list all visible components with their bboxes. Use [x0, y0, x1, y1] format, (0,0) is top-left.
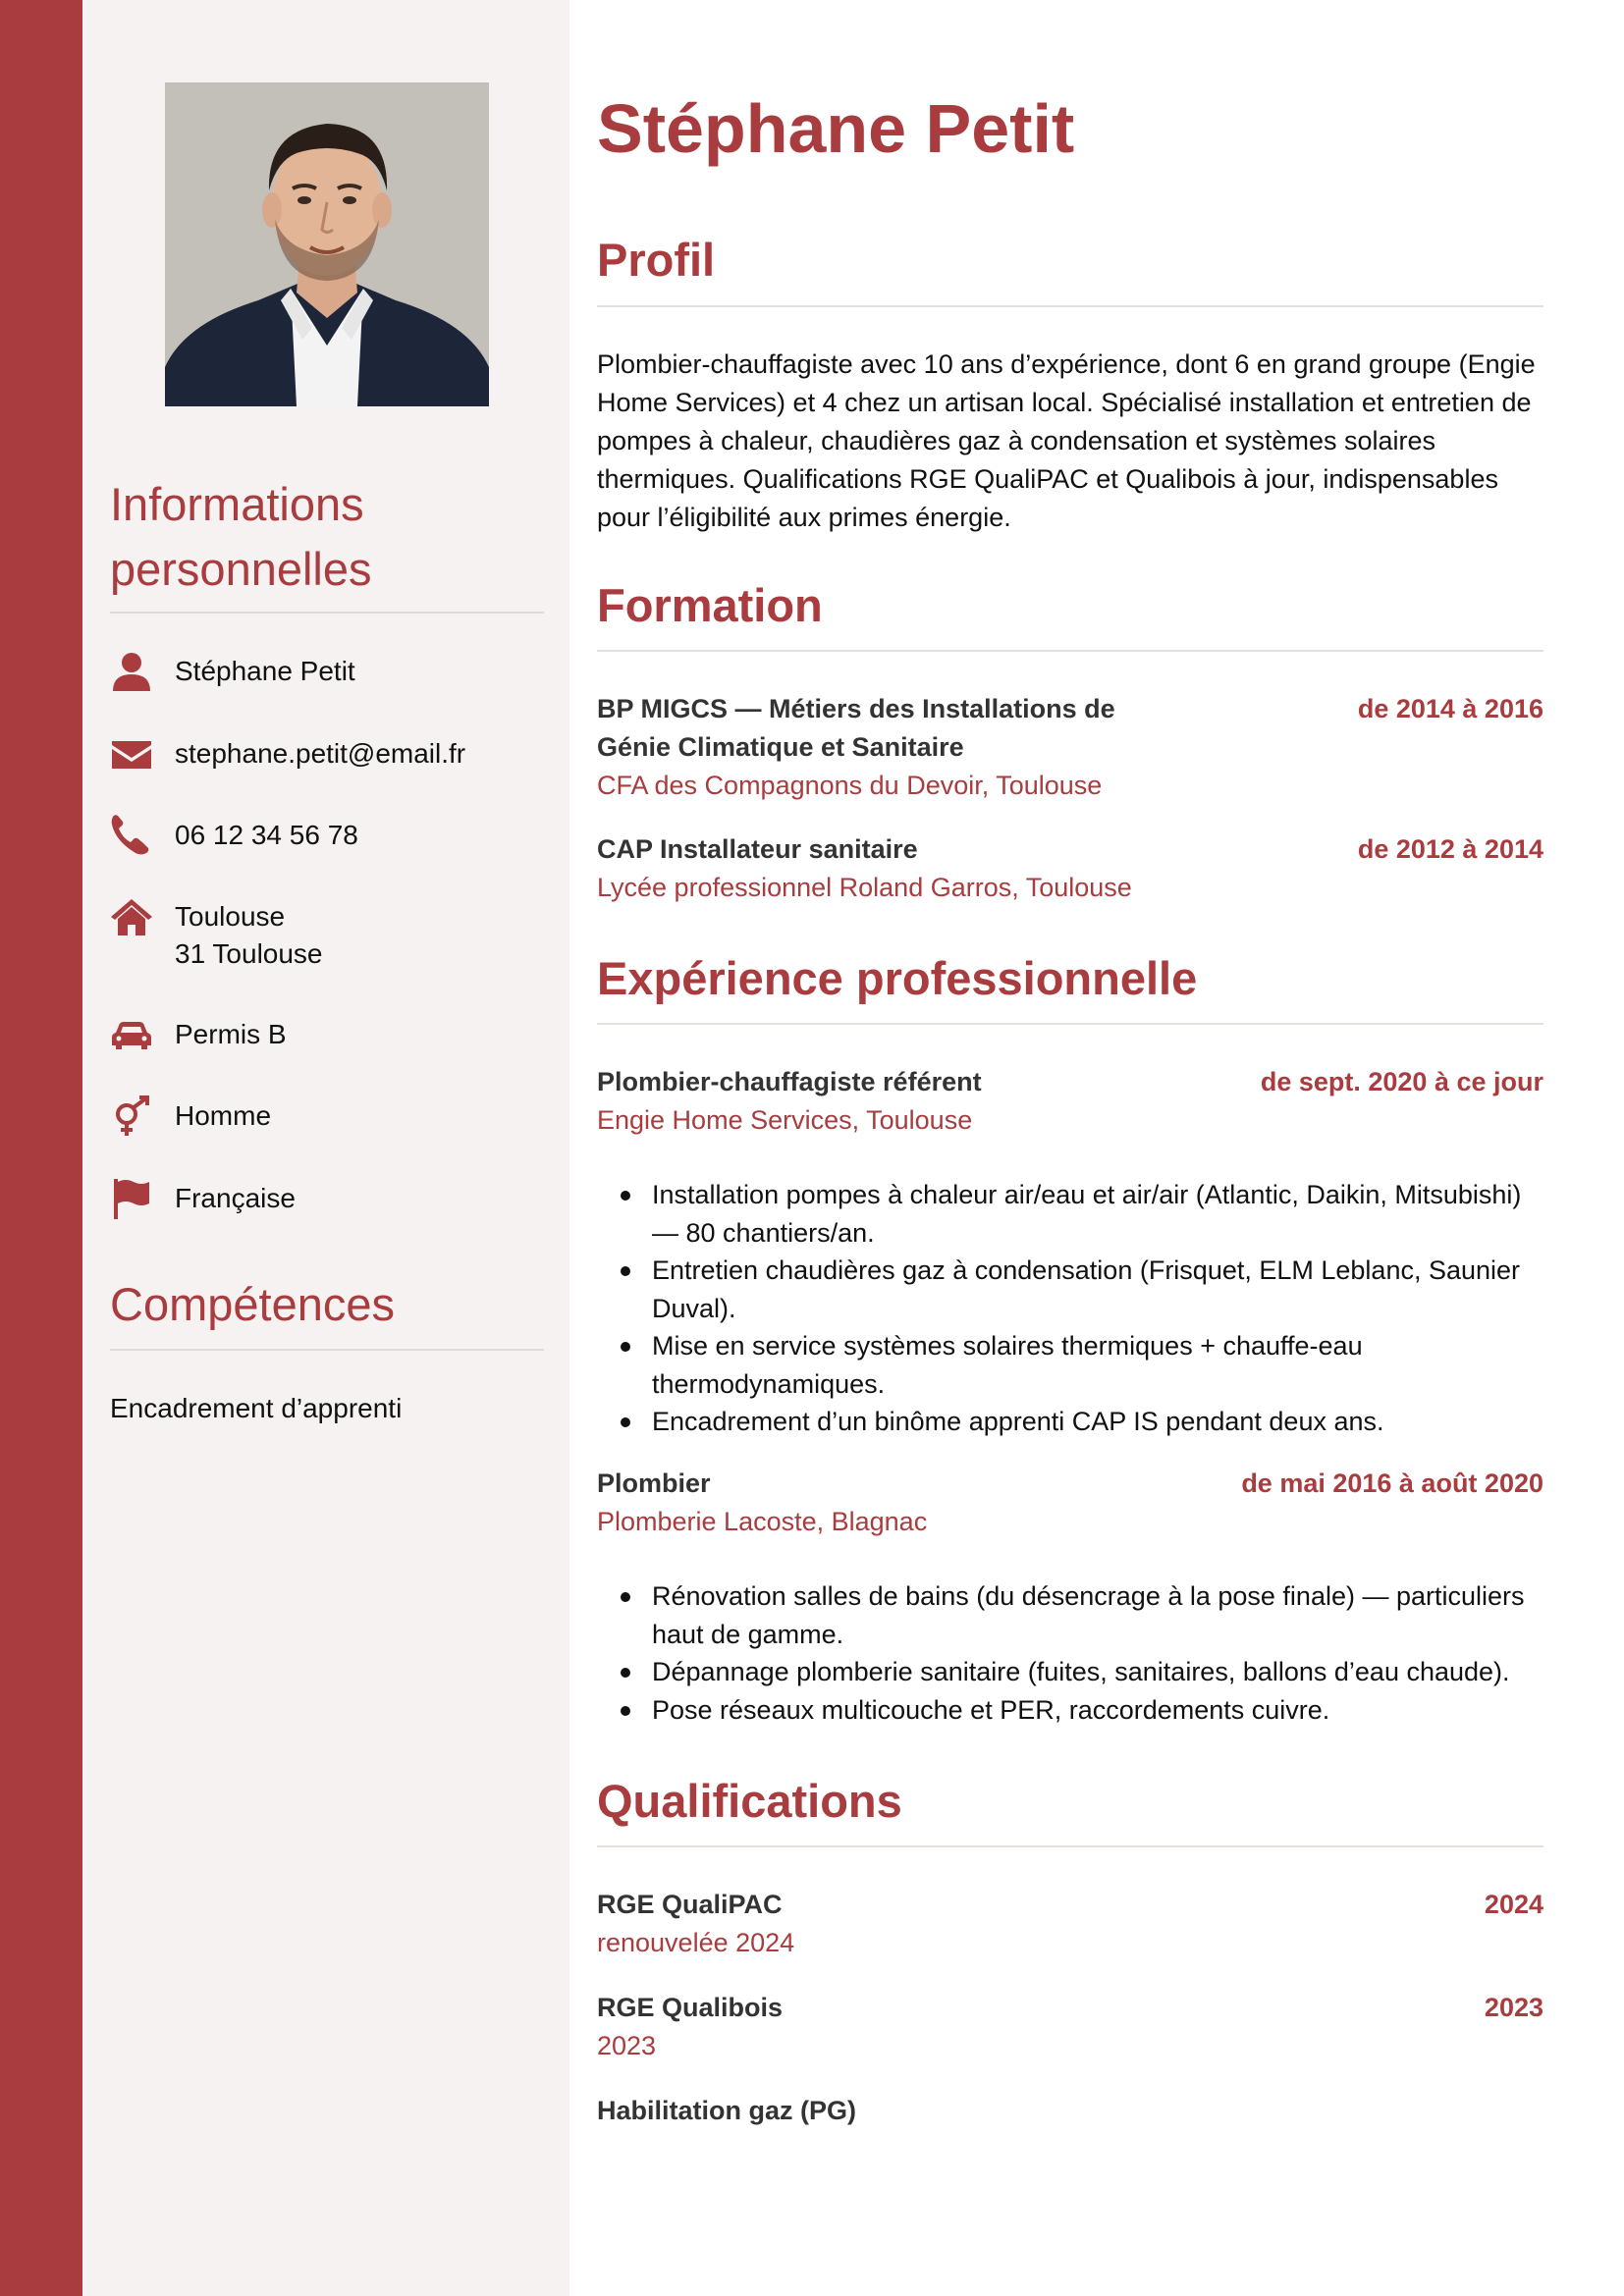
education-item-school: Lycée professionnel Roland Garros, Toulouse	[597, 873, 1132, 902]
personal-info-title: Informations personnelles	[110, 478, 372, 595]
experience-item-bullets	[597, 1577, 1543, 1729]
info-license-text: Permis B	[175, 1019, 287, 1049]
experience-title: Expérience professionnelle	[597, 952, 1198, 1004]
experience-item-company: Engie Home Services, Toulouse	[597, 1105, 973, 1135]
experience-item-dates: de mai 2016 à août 2020	[1241, 1468, 1543, 1498]
experience-item-bullets	[597, 1176, 1543, 1441]
info-email	[110, 732, 542, 775]
info-phone	[110, 814, 542, 857]
info-nationality	[110, 1177, 542, 1220]
info-phone-text[interactable]: 06 12 34 56 78	[175, 820, 358, 850]
info-license	[110, 1013, 542, 1056]
info-nationality-text: Française	[175, 1183, 296, 1213]
divider	[110, 1349, 544, 1351]
experience-item-title: Plombier-chauffagiste référent	[597, 1067, 982, 1096]
list-item: Encadrement d’un binôme apprenti CAP IS pendant deux ans.	[597, 1403, 1543, 1441]
info-email-text[interactable]: stephane.petit@email.fr	[175, 738, 466, 769]
education-item-dates: de 2012 à 2014	[1357, 834, 1543, 864]
list-item: Entretien chaudières gaz à condensation (Frisquet, ELM Leblanc, Saunier Duval).	[597, 1252, 1543, 1327]
qualifications-title: Qualifications	[597, 1775, 902, 1827]
list-item: Dépannage plomberie sanitaire (fuites, sanitaires, ballons d’eau chaude).	[597, 1653, 1543, 1691]
skills-title: Compétences	[110, 1278, 395, 1330]
flag-icon	[110, 1177, 153, 1220]
home-icon	[110, 895, 153, 938]
divider	[597, 1023, 1543, 1025]
qualification-item-title: Habilitation gaz (PG)	[597, 2096, 857, 2125]
info-gender	[110, 1095, 542, 1138]
info-name-text: Stéphane Petit	[175, 656, 355, 686]
qualification-item-year: 2024	[1484, 1890, 1543, 1919]
education-title: Formation	[597, 579, 823, 631]
qualification-item-year: 2023	[1484, 1993, 1543, 2022]
qualification-item-title: RGE Qualibois	[597, 1993, 784, 2022]
user-icon	[110, 650, 153, 693]
main-content	[597, 0, 1543, 2296]
car-icon	[110, 1013, 153, 1056]
profile-title: Profil	[597, 234, 716, 286]
list-item: Installation pompes à chaleur air/eau et air/air (Atlantic, Daikin, Mitsubishi) — 80 chantiers/an.	[597, 1176, 1543, 1252]
divider	[597, 305, 1543, 307]
education-item-title: CAP Installateur sanitaire	[597, 834, 918, 864]
qualification-item-note: renouvelée 2024	[597, 1928, 795, 1957]
info-name	[110, 650, 542, 693]
gender-icon	[110, 1095, 153, 1138]
phone-icon	[110, 814, 153, 857]
candidate-name: Stéphane Petit	[597, 90, 1075, 167]
experience-item-dates: de sept. 2020 à ce jour	[1260, 1067, 1543, 1096]
portrait-image	[165, 82, 489, 406]
experience-item-title: Plombier	[597, 1468, 711, 1498]
list-item: Rénovation salles de bains (du désencrage à la pose finale) — particuliers haut de gamme.	[597, 1577, 1543, 1653]
education-item-dates: de 2014 à 2016	[1357, 694, 1543, 723]
skill-item: Encadrement d’apprenti	[110, 1393, 403, 1423]
profile-text: Plombier-chauffagiste avec 10 ans d’expérience, dont 6 en grand groupe (Engie Home Services) et 4 chez un artisan local. Spécialisé installation et entretien de pompes à chaleur, chaudières gaz à condensation et systèmes solaires thermiques. Qualifications RGE QualiPAC et Qualibois à jour, indispensables pour l’éligibilité aux primes énergie.	[597, 349, 1536, 532]
accent-bar	[0, 0, 82, 2296]
education-item-title: BP MIGCS — Métiers des Installations de Génie Climatique et Sanitaire	[597, 694, 1115, 762]
info-gender-text: Homme	[175, 1100, 272, 1131]
qualification-item-note: 2023	[597, 2031, 657, 2060]
envelope-icon	[110, 732, 153, 775]
list-item: Pose réseaux multicouche et PER, raccordements cuivre.	[597, 1691, 1543, 1730]
info-address-text: Toulouse 31 Toulouse	[175, 901, 323, 969]
list-item: Mise en service systèmes solaires thermiques + chauffe-eau thermodynamiques.	[597, 1327, 1543, 1403]
experience-item-company: Plomberie Lacoste, Blagnac	[597, 1507, 928, 1536]
sidebar	[82, 0, 569, 2296]
info-address	[110, 895, 542, 973]
divider	[597, 1845, 1543, 1847]
qualification-item-title: RGE QualiPAC	[597, 1890, 783, 1919]
divider	[597, 650, 1543, 652]
profile-photo	[165, 82, 489, 406]
education-item-school: CFA des Compagnons du Devoir, Toulouse	[597, 771, 1103, 800]
divider	[110, 612, 544, 614]
